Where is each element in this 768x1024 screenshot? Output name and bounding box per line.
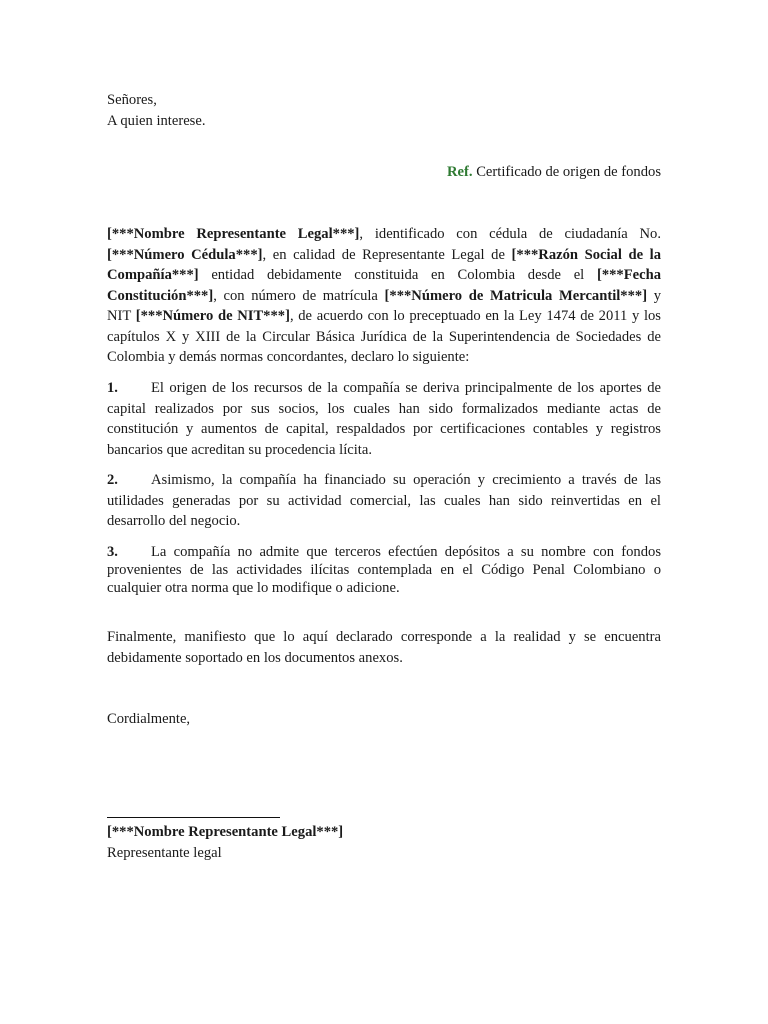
nit-number-placeholder: [***Número de NIT***]: [135, 308, 290, 324]
closing-paragraph: Finalmente, manifiesto que lo aquí declarado corresponde a la realidad y se encuentra debidamente soportado en los documentos anexos.: [107, 629, 661, 666]
intro-text-2: , en calidad de Representante Legal de: [262, 246, 512, 263]
registration-number-placeholder: [***Número de Matricula Mercantil***]: [384, 287, 648, 304]
company-name-placeholder: [***Razón Social de la Compañía***]: [107, 246, 661, 283]
signature-name-placeholder: [***Nombre Representante Legal***]: [107, 824, 344, 840]
list-item: [107, 378, 661, 460]
intro-text-1: , identificado con cédula de ciudadanía No.: [359, 226, 662, 242]
item-number: 2.: [107, 472, 118, 488]
intro-text-5: y NIT: [107, 287, 662, 324]
representative-name-placeholder: [***Nombre Representante Legal***]: [107, 226, 360, 242]
incorporation-date-placeholder: [***Fecha Constitución***]: [107, 267, 661, 304]
id-number-placeholder: [***Número Cédula***]: [107, 246, 263, 263]
list-item: [107, 543, 661, 597]
greeting-line-1: Señores,: [107, 92, 157, 108]
item-number: 1.: [107, 380, 118, 396]
valediction: Cordialmente,: [107, 711, 191, 727]
reference-label: Ref.: [447, 164, 473, 180]
item-text: El origen de los recursos de la compañía se deriva principalmente de los aportes de capital realizados por sus socios, los cuales han sido formalizados mediante actas de constitución y aumentos de capital, respaldados por certificaciones contables y registros bancarios que acreditan su procedencia lícita.: [107, 380, 661, 458]
greeting-line-2: A quien interese.: [107, 112, 206, 129]
list-item: [107, 470, 661, 532]
reference-line: [107, 162, 661, 183]
reference-text: Certificado de origen de fondos: [476, 164, 661, 180]
intro-paragraph: [107, 224, 661, 368]
signature-title: Representante legal: [107, 844, 222, 861]
item-text: Asimismo, la compañía ha financiado su operación y crecimiento a través de las utilidades generadas por su actividad comercial, las cuales han sido reinvertidas en el desarrollo del negocio.: [107, 472, 661, 529]
signature-block: [107, 822, 661, 863]
intro-text-6: , de acuerdo con lo preceptuado en la Ley 1474 de 2011 y los capítulos X y XIII de la Circular Básica Jurídica de la Superintendencia de Sociedades de Colombia y demás normas concordantes, declaro lo siguiente:: [107, 308, 661, 365]
signature-line: [107, 817, 280, 818]
item-number: 3.: [107, 544, 118, 560]
intro-text-3: entidad debidamente constituida en Colombia desde el: [198, 267, 597, 283]
intro-text-4: , con número de matrícula: [213, 287, 385, 304]
item-text: La compañía no admite que terceros efectúen depósitos a su nombre con fondos provenientes de las actividades ilícitas contemplada en el Código Penal Colombiano o cualquier otra norma que lo modifique o adicione.: [107, 544, 661, 596]
greeting: [107, 90, 661, 131]
